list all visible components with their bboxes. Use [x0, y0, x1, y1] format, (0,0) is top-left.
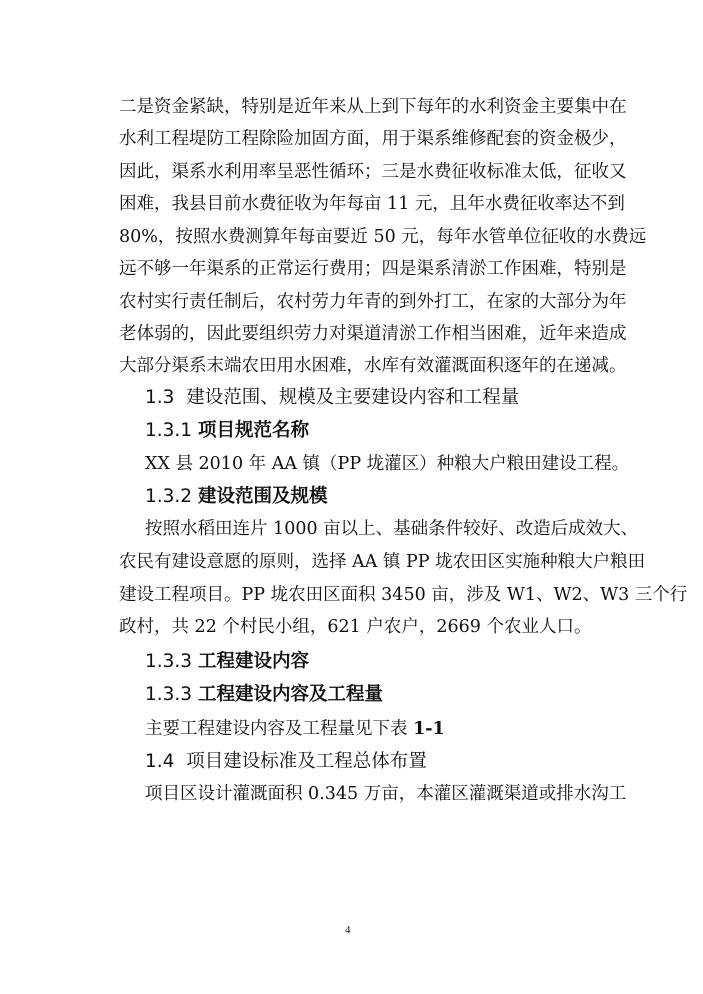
paragraph-line: 远不够一年渠系的正常运行费用；四是渠系清淤工作困难，特别是: [119, 259, 627, 279]
paragraph-line: 困难，我县目前水费征收为年每亩 11 元，且年水费征收率达不到: [119, 194, 625, 214]
section-number: 1.3.3: [145, 651, 193, 672]
section-number: 1.3: [145, 387, 175, 408]
section-title: 工程建设内容: [197, 651, 309, 672]
section-number: 1.3.1: [145, 420, 193, 441]
section-number: 1.3.3: [145, 684, 193, 705]
paragraph-line: 大部分渠系末端农田用水困难，水库有效灌溉面积逐年的在递减。: [119, 356, 627, 376]
paragraph-line: 建设工程项目。PP 垅农田区面积 3450 亩，涉及 W1、W2、W3 三个行: [119, 585, 688, 605]
paragraph-line: 按照水稻田连片 1000 亩以上、基础条件较好、改造后成效大、: [145, 519, 639, 539]
page-number: 4: [345, 924, 351, 936]
paragraph-line: 水利工程堤防工程除险加固方面，用于渠系维修配套的资金极少，: [119, 129, 627, 149]
paragraph-line: 因此，渠系水利用率呈恶性循环；三是水费征收标准太低，征收又: [119, 162, 627, 182]
table-reference: [145, 716, 445, 742]
section-heading-1-4: [145, 749, 427, 775]
section-title: 建设范围、规模及主要建设内容和工程量: [186, 387, 520, 408]
section-heading-1-3-3: [145, 649, 309, 675]
paragraph-line: 80%，按照水费测算年每亩要近 50 元，每年水管单位征收的水费远: [119, 227, 647, 247]
paragraph-line: 农民有建设意愿的原则，选择 AA 镇 PP 垅农田区实施种粮大户粮田: [119, 552, 646, 572]
section-title: 工程建设内容及工程量: [197, 684, 383, 705]
paragraph-line: 老体弱的，因此要组织劳力对渠道清淤工作相当困难，近年来造成: [119, 324, 627, 344]
section-heading-1-3-1: [145, 418, 309, 444]
section-title: 项目建设标准及工程总体布置: [186, 751, 427, 772]
section-title: 项目规范名称: [197, 420, 309, 441]
section-heading-1-3-2: [145, 484, 327, 510]
table-reference-text: 主要工程建设内容及工程量见下表: [145, 719, 414, 739]
section-heading-1-3: [145, 385, 519, 411]
section-heading-1-3-3-b: [145, 682, 383, 708]
paragraph-line: 农村实行责任制后，农村劳力年青的到外打工，在家的大部分为年: [119, 292, 627, 312]
paragraph-line: 二是资金紧缺，特别是近年来从上到下每年的水利资金主要集中在: [119, 97, 627, 117]
section-number: 1.4: [145, 751, 175, 772]
paragraph-line: 政村，共 22 个村民小组，621 户农户，2669 个农业人口。: [119, 617, 592, 637]
section-title: 建设范围及规模: [197, 486, 328, 507]
paragraph-line: 项目区设计灌溉面积 0.345 万亩，本灌区灌溉渠道或排水沟工: [145, 784, 627, 804]
table-reference-number: 1-1: [413, 719, 445, 739]
section-number: 1.3.2: [145, 486, 193, 507]
project-name: XX 县 2010 年 AA 镇（PP 垅灌区）种粮大户粮田建设工程。: [145, 454, 630, 474]
